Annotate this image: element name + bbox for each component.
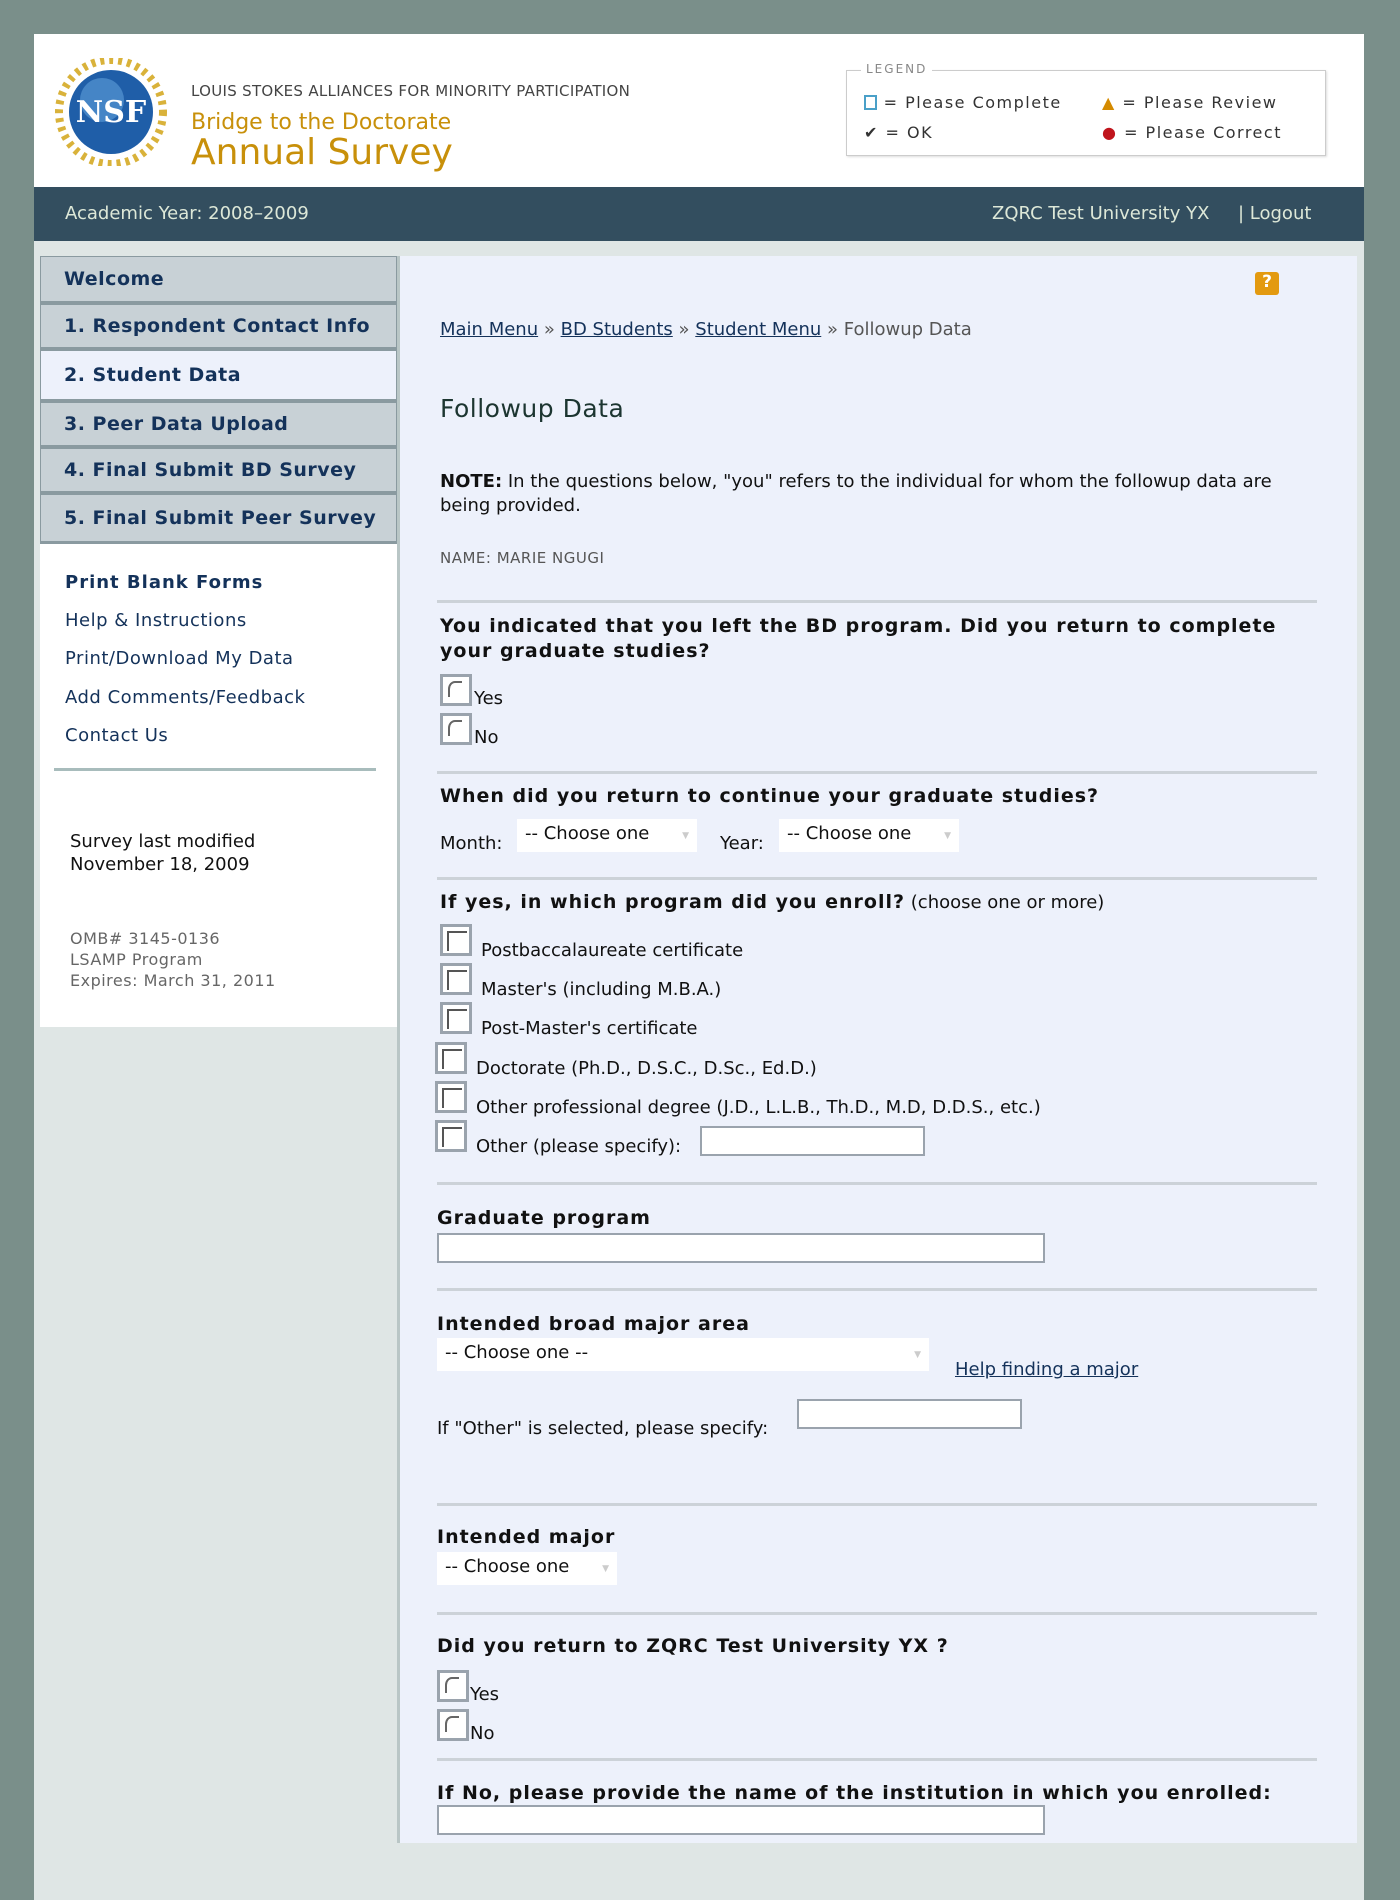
nav-respondent-contact-info[interactable]: 1. Respondent Contact Info <box>40 304 397 350</box>
divider <box>437 1182 1317 1185</box>
q7-no-label: No <box>470 1723 495 1744</box>
checkbox-other-professional[interactable] <box>435 1081 467 1113</box>
sidebar <box>40 256 397 1027</box>
legend-please-complete: = Please Complete <box>883 93 1062 112</box>
q1-no-radio[interactable] <box>440 713 472 745</box>
divider <box>437 1288 1317 1291</box>
graduate-program-input[interactable] <box>437 1233 1045 1263</box>
nav-final-submit-bd[interactable]: 4. Final Submit BD Survey <box>40 448 397 494</box>
warning-icon: ▲ <box>1102 93 1116 112</box>
intended-major-value: -- Choose one <box>445 1556 570 1577</box>
other-program-input[interactable] <box>700 1126 925 1156</box>
checkbox-postbacc[interactable] <box>440 924 472 956</box>
q1-yes-radio[interactable] <box>440 674 472 706</box>
note-label: NOTE: <box>440 471 503 492</box>
expires-date: Expires: March 31, 2011 <box>70 971 276 990</box>
nsf-logo <box>54 58 169 166</box>
student-name: NAME: MARIE NGUGI <box>440 549 605 567</box>
program-name: Bridge to the Doctorate <box>191 110 452 135</box>
checkbox-post-masters[interactable] <box>440 1002 472 1034</box>
year-select-value: -- Choose one <box>787 823 912 844</box>
year-label: Year: <box>720 833 764 854</box>
print-blank-forms-link[interactable]: Print Blank Forms <box>65 572 264 593</box>
chevron-down-icon: ▼ <box>602 1564 609 1574</box>
last-modified-label: Survey last modified <box>70 831 256 852</box>
nav-welcome[interactable]: Welcome <box>40 256 397 304</box>
checkbox-masters[interactable] <box>440 963 472 995</box>
main-content <box>397 256 1357 1843</box>
option-label: Postbaccalaureate certificate <box>481 940 744 961</box>
divider <box>437 1612 1317 1615</box>
intended-major-select[interactable] <box>437 1552 617 1585</box>
q2-text: When did you return to continue your graduate studies? <box>440 785 1100 807</box>
legend-please-review: = Please Review <box>1122 93 1278 112</box>
nav-student-data[interactable]: 2. Student Data <box>40 350 397 402</box>
month-label: Month: <box>440 833 503 854</box>
chevron-down-icon: ▼ <box>682 831 689 841</box>
print-download-link[interactable]: Print/Download My Data <box>65 648 294 669</box>
q1-text: You indicated that you left the BD program. Did you return to complete your graduate studies? <box>440 615 1277 662</box>
divider <box>437 1503 1317 1506</box>
option-label: Master's (including M.B.A.) <box>481 979 722 1000</box>
info-bar <box>34 187 1364 241</box>
q6-text: Intended major <box>437 1526 616 1548</box>
help-instructions-link[interactable]: Help & Instructions <box>65 610 247 631</box>
academic-year: Academic Year: 2008–2009 <box>65 203 309 224</box>
check-icon: ✔ <box>864 123 879 142</box>
broad-major-select[interactable] <box>437 1338 929 1371</box>
help-finding-major-link[interactable]: Help finding a major <box>955 1359 1139 1380</box>
option-label: Other (please specify): <box>476 1136 682 1157</box>
contact-us-link[interactable]: Contact Us <box>65 725 169 746</box>
university-name: ZQRC Test University YX <box>992 203 1210 224</box>
divider <box>437 1758 1317 1761</box>
q3-hint: (choose one or more) <box>905 892 1105 913</box>
q7-text: Did you return to ZQRC Test University YX ? <box>437 1635 949 1657</box>
q7-yes-radio[interactable] <box>437 1670 469 1702</box>
help-icon[interactable]: ? <box>1255 272 1279 295</box>
checkbox-other[interactable] <box>435 1120 467 1152</box>
q3-text <box>440 891 1104 913</box>
breadcrumb-bd-students[interactable]: BD Students <box>560 319 673 340</box>
chevron-down-icon: ▼ <box>914 1350 921 1360</box>
month-select-value: -- Choose one <box>525 823 650 844</box>
omb-number: OMB# 3145-0136 <box>70 929 221 948</box>
last-modified-date: November 18, 2009 <box>70 854 250 875</box>
breadcrumb-student-menu[interactable]: Student Menu <box>695 319 822 340</box>
sidebar-divider <box>54 768 376 771</box>
option-label: Post-Master's certificate <box>481 1018 698 1039</box>
year-select[interactable] <box>779 819 959 852</box>
q7-no-radio[interactable] <box>437 1709 469 1741</box>
omb-info <box>70 928 276 991</box>
program-label: LSAMP Program <box>70 950 203 969</box>
legend-ok: = OK <box>885 123 934 142</box>
breadcrumb-sep: » <box>678 319 690 340</box>
option-label: Doctorate (Ph.D., D.S.C., D.Sc., Ed.D.) <box>476 1058 817 1079</box>
nav-final-submit-peer[interactable]: 5. Final Submit Peer Survey <box>40 494 397 544</box>
divider <box>437 600 1317 603</box>
org-name: LOUIS STOKES ALLIANCES FOR MINORITY PARTICIPATION <box>191 82 631 100</box>
option-label: Other professional degree (J.D., L.L.B., Th.D., M.D, D.D.S., etc.) <box>476 1097 1041 1118</box>
breadcrumb-sep: » <box>543 319 555 340</box>
svg-text:NSF: NSF <box>75 95 147 130</box>
page-title: Followup Data <box>440 394 625 423</box>
survey-title: Annual Survey <box>191 132 453 173</box>
other-major-input[interactable] <box>797 1399 1022 1429</box>
breadcrumb <box>440 319 972 340</box>
q1-no-label: No <box>474 727 499 748</box>
last-modified <box>70 830 255 876</box>
legend-please-correct: = Please Correct <box>1124 123 1282 142</box>
error-icon: ● <box>1102 123 1118 142</box>
breadcrumb-current: Followup Data <box>843 319 972 340</box>
q3-question: If yes, in which program did you enroll? <box>440 891 906 913</box>
institution-name-input[interactable] <box>437 1805 1045 1835</box>
q1-yes-label: Yes <box>474 688 504 709</box>
other-major-label: If "Other" is selected, please specify: <box>437 1418 769 1439</box>
chevron-down-icon: ▼ <box>944 831 951 841</box>
breadcrumb-main-menu[interactable]: Main Menu <box>440 319 539 340</box>
divider <box>437 877 1317 880</box>
breadcrumb-sep: » <box>827 319 839 340</box>
empty-box-icon <box>864 95 877 110</box>
divider <box>437 771 1317 774</box>
note-text: In the questions below, "you" refers to the individual for whom the followup data are being provided. <box>440 471 1272 516</box>
note <box>440 470 1300 518</box>
q4-text: Graduate program <box>437 1207 651 1229</box>
q8-text: If No, please provide the name of the institution in which you enrolled: <box>437 1782 1272 1804</box>
nav-peer-data-upload[interactable]: 3. Peer Data Upload <box>40 402 397 448</box>
broad-major-value: -- Choose one -- <box>445 1342 589 1363</box>
month-select[interactable] <box>517 819 697 852</box>
legend-title: LEGEND <box>861 62 932 76</box>
checkbox-doctorate[interactable] <box>435 1042 467 1074</box>
add-comments-link[interactable]: Add Comments/Feedback <box>65 687 306 708</box>
logout-link[interactable]: | Logout <box>1238 203 1312 224</box>
q5-text: Intended broad major area <box>437 1313 750 1335</box>
q7-yes-label: Yes <box>470 1684 500 1705</box>
legend <box>846 62 1326 156</box>
